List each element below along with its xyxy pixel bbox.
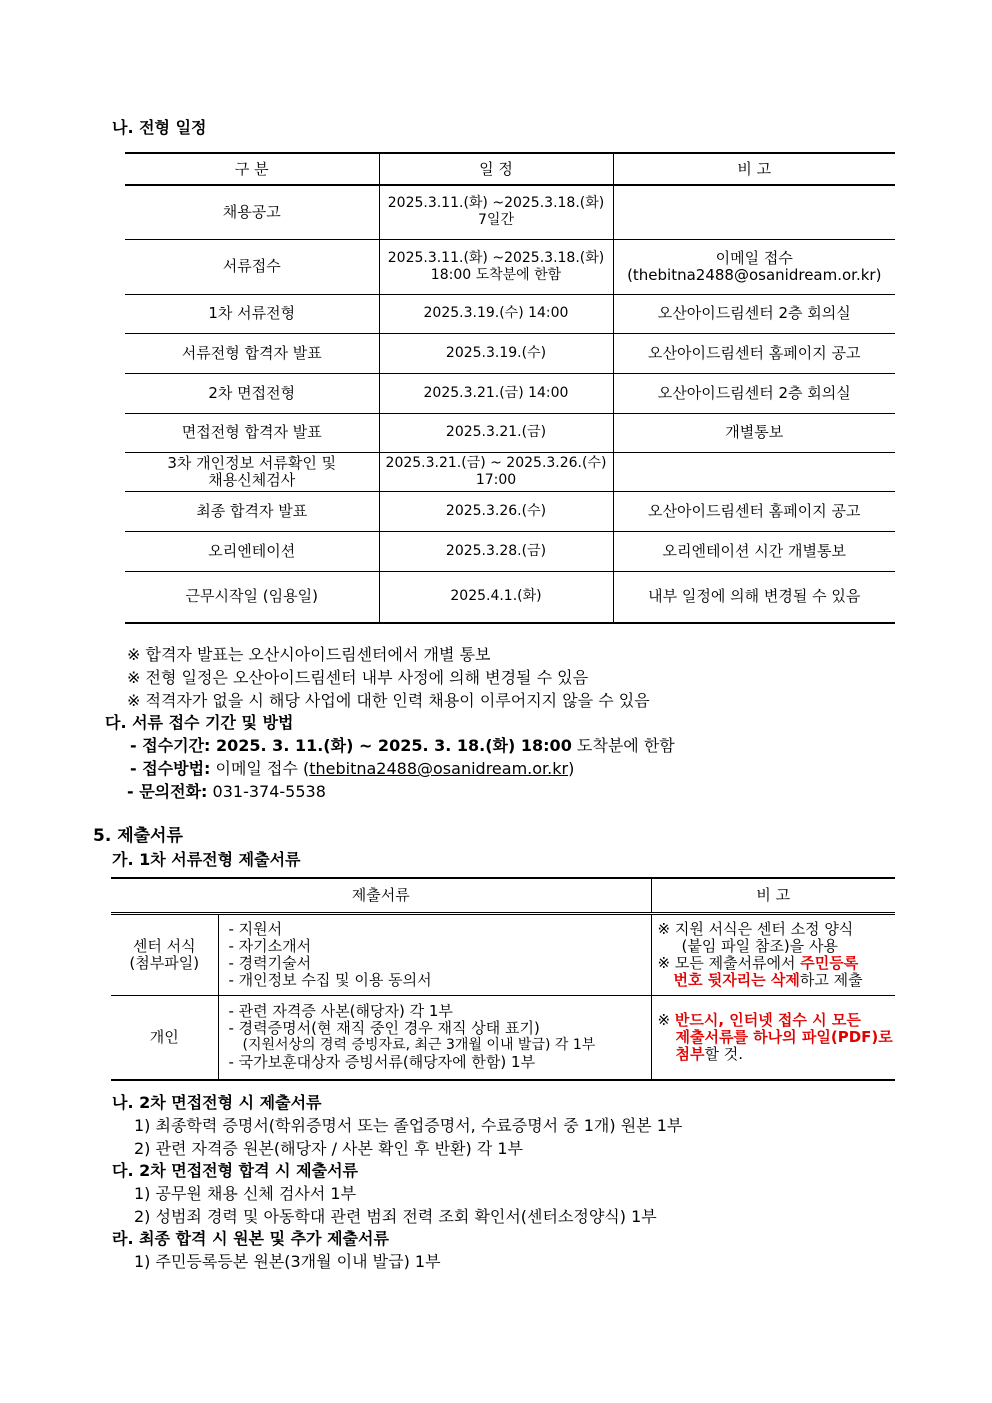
table-row [125,333,895,373]
schedule-note: ※ 합격자 발표는 오산시아이드림센터에서 개별 통보 [127,645,491,664]
documents-final-heading: 라. 최종 합격 시 원본 및 추가 제출서류 [112,1229,389,1248]
row-note: 오산아이드림센터 홈페이지 공고 [613,491,895,531]
personal-items: - 관련 자격증 사본(해당자) 각 1부 - 경력증명서(현 재직 중인 경우 재직 상태 표기) (지원서상의 경력 증빙자료, 최근 3개월 이내 발급) 각 1부 - 국가보훈대상자 증빙서류(해당자에 한함) 1부 [218,996,651,1080]
table-row [111,996,895,1080]
row-schedule: 2025.4.1.(화) [379,571,613,623]
row-category: 오리엔테이션 [125,531,379,571]
row-note: 오리엔테이션 시간 개별통보 [613,531,895,571]
contact-phone: - 문의전화: 031-374-5538 [127,782,326,801]
schedule-note: ※ 적격자가 없을 시 해당 사업에 대한 인력 채용이 이루어지지 않을 수 있음 [127,691,650,710]
row-note: 개별통보 [613,413,895,452]
header-category: 구 분 [125,153,379,185]
row-category: 면접전형 합격자 발표 [125,413,379,452]
row-schedule: 2025.3.21.(금) ~ 2025.3.26.(수) 17:00 [379,452,613,491]
table-row [111,914,895,996]
schedule-header-row [125,153,895,185]
documents-header-row [111,878,895,914]
documents-heading: 5. 제출서류 [93,826,183,846]
list-item: 1) 주민등록등본 원본(3개월 이내 발급) 1부 [134,1252,441,1271]
row-category: 1차 서류전형 [125,294,379,333]
table-row [125,373,895,413]
header-note: 비 고 [613,153,895,185]
email-link[interactable]: thebitna2488@osanidream.or.kr [309,759,569,778]
row-note [613,452,895,491]
list-item: 1) 공무원 채용 신체 검사서 1부 [134,1184,357,1203]
personal-note: ※ 반드시, 인터넷 접수 시 모든 제출서류를 하나의 파일(PDF)로 첨부할 것. [651,996,895,1080]
row-category: 서류전형 합격자 발표 [125,333,379,373]
list-item: 2) 관련 자격증 원본(해당자 / 사본 확인 후 반환) 각 1부 [134,1139,524,1158]
table-row [125,531,895,571]
documents-pass-heading: 다. 2차 면접전형 합격 시 제출서류 [112,1161,358,1180]
row-schedule: 2025.3.21.(금) [379,413,613,452]
table-row [125,294,895,333]
schedule-note: ※ 전형 일정은 오산아이드림센터 내부 사정에 의해 변경될 수 있음 [127,668,589,687]
row-schedule: 2025.3.11.(화) ~2025.3.18.(화) 18:00 도착분에 한함 [379,239,613,294]
application-method: - 접수방법: 이메일 접수 (thebitna2488@osanidream.or.kr) [130,759,575,778]
list-item: 1) 최종학력 증명서(학위증명서 또는 졸업증명서, 수료증명서 중 1개) 원본 1부 [134,1116,683,1135]
row-note: 오산아이드림센터 2층 회의실 [613,373,895,413]
row-category: 채용공고 [125,185,379,239]
application-period: - 접수기간: 2025. 3. 11.(화) ~ 2025. 3. 18.(화) 18:00 도착분에 한함 [130,736,675,755]
row-schedule: 2025.3.26.(수) [379,491,613,531]
row-note: 오산아이드림센터 홈페이지 공고 [613,333,895,373]
documents-round2-heading: 나. 2차 면접전형 시 제출서류 [112,1093,322,1112]
header-documents: 제출서류 [111,878,651,914]
documents-table [111,877,895,1081]
row-category: 근무시작일 (임용일) [125,571,379,623]
row-note: 이메일 접수 (thebitna2488@osanidream.or.kr) [613,239,895,294]
table-row [125,185,895,239]
section-schedule-heading: 나. 전형 일정 [112,118,207,137]
header-schedule: 일 정 [379,153,613,185]
center-form-note: ※ 지원 서식은 센터 소정 양식 (붙임 파일 참조)을 사용 ※ 모든 제출서류에서 주민등록 번호 뒷자리는 삭제하고 제출 [651,914,895,996]
application-method-heading: 다. 서류 접수 기간 및 방법 [105,713,294,732]
row-category: 서류접수 [125,239,379,294]
center-form-items: - 지원서 - 자기소개서 - 경력기술서 - 개인정보 수집 및 이용 동의서 [218,914,651,996]
row-schedule: 2025.3.28.(금) [379,531,613,571]
row-note: 오산아이드림센터 2층 회의실 [613,294,895,333]
row-schedule: 2025.3.19.(수) 14:00 [379,294,613,333]
personal-label: 개인 [111,996,218,1080]
row-category: 2차 면접전형 [125,373,379,413]
schedule-table [125,152,895,624]
row-schedule: 2025.3.19.(수) [379,333,613,373]
documents-round1-heading: 가. 1차 서류전형 제출서류 [112,850,301,869]
table-row [125,491,895,531]
row-schedule: 2025.3.11.(화) ~2025.3.18.(화) 7일간 [379,185,613,239]
center-form-label: 센터 서식 (첨부파일) [111,914,218,996]
table-row [125,413,895,452]
row-category: 3차 개인정보 서류확인 및 채용신체검사 [125,452,379,491]
table-row [125,239,895,294]
header-note: 비 고 [651,878,895,914]
table-row [125,452,895,491]
row-category: 최종 합격자 발표 [125,491,379,531]
row-note [613,185,895,239]
row-schedule: 2025.3.21.(금) 14:00 [379,373,613,413]
table-row [125,571,895,623]
row-note: 내부 일정에 의해 변경될 수 있음 [613,571,895,623]
list-item: 2) 성범죄 경력 및 아동학대 관련 범죄 전력 조회 확인서(센터소정양식) 1부 [134,1207,657,1226]
